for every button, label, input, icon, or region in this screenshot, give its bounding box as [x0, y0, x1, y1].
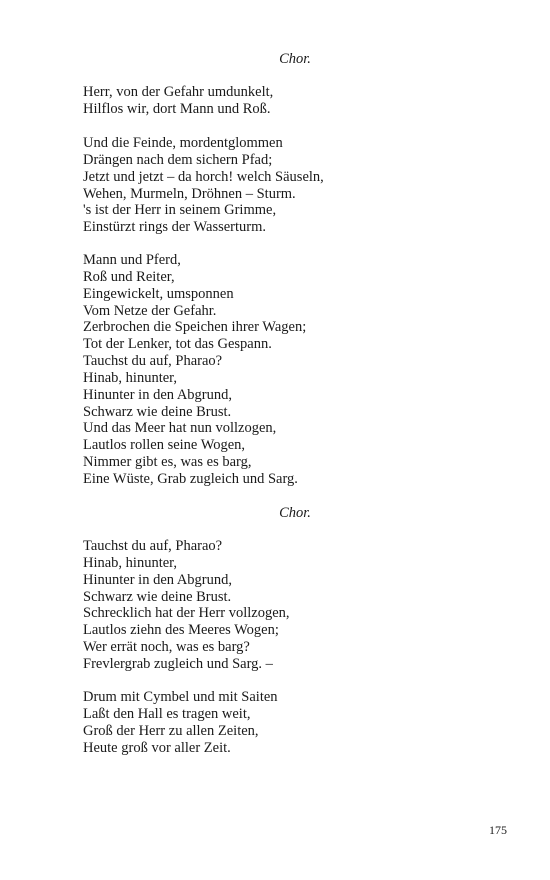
verse-line: Nimmer gibt es, was es barg, — [83, 454, 252, 471]
verse-line: Lautlos ziehn des Meeres Wogen; — [83, 622, 279, 639]
verse-line: Und die Feinde, mordentglommen — [83, 135, 283, 151]
verse-line: Drum mit Cymbel und mit Saiten — [83, 689, 278, 705]
stanza-2 — [83, 135, 324, 236]
verse-line: Jetzt und jetzt – da horch! welch Säuseln, — [83, 168, 324, 185]
verse-line: Hinab, hinunter, — [83, 554, 178, 571]
verse-line: Mann und Pferd, — [83, 252, 181, 268]
verse-line: Schwarz wie deine Brust. — [83, 588, 232, 605]
page-number: 175 — [489, 823, 507, 837]
verse-line: Hinab, hinunter, — [83, 369, 178, 386]
verse-line: Heute groß vor aller Zeit. — [83, 739, 231, 756]
section-heading-chor-1: Chor. — [279, 51, 311, 67]
verse-line: Eine Wüste, Grab zugleich und Sarg. — [83, 470, 298, 487]
verse-line: Einstürzt rings der Wasserturm. — [83, 219, 266, 236]
verse-line: Tot der Lenker, tot das Gespann. — [83, 336, 272, 353]
stanza-5 — [83, 689, 278, 756]
stanza-3 — [83, 252, 306, 488]
verse-line: Lautlos rollen seine Wogen, — [83, 437, 246, 454]
verse-line: Und das Meer hat nun vollzogen, — [83, 420, 277, 437]
verse-line: Frevlergrab zugleich und Sarg. – — [83, 655, 273, 672]
verse-line: Schwarz wie deine Brust. — [83, 403, 232, 420]
verse-line: Wer errät noch, was es barg? — [83, 639, 250, 656]
verse-line: Roß und Reiter, — [83, 268, 175, 285]
stanza-4 — [83, 538, 290, 673]
verse-line: Wehen, Murmeln, Dröhnen – Sturm. — [83, 185, 296, 202]
verse-line: Drängen nach dem sichern Pfad; — [83, 151, 273, 168]
verse-line: Herr, von der Gefahr umdunkelt, — [83, 84, 274, 100]
verse-line: Hinunter in den Abgrund, — [83, 386, 233, 403]
verse-line: Hilflos wir, dort Mann und Roß. — [83, 100, 271, 117]
verse-line: Vom Netze der Gefahr. — [83, 302, 217, 319]
verse-line: Tauchst du auf, Pharao? — [83, 538, 223, 554]
section-heading-chor-2: Chor. — [279, 505, 311, 521]
verse-line: Laßt den Hall es tragen weit, — [83, 705, 251, 722]
verse-line: Zerbrochen die Speichen ihrer Wagen; — [83, 319, 307, 336]
verse-line: 's ist der Herr in seinem Grimme, — [83, 202, 277, 219]
verse-line: Tauchst du auf, Pharao? — [83, 353, 223, 370]
verse-line: Groß der Herr zu allen Zeiten, — [83, 722, 259, 739]
verse-line: Hinunter in den Abgrund, — [83, 571, 233, 588]
verse-line: Eingewickelt, umsponnen — [83, 285, 234, 302]
stanza-1 — [83, 84, 273, 118]
verse-line: Schrecklich hat der Herr vollzogen, — [83, 605, 290, 622]
